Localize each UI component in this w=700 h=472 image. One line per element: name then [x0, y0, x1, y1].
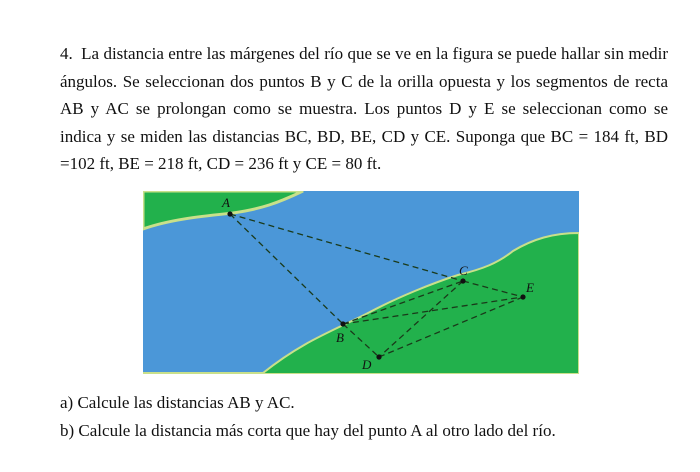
problem-statement [60, 40, 668, 178]
river-figure [143, 191, 579, 374]
point-B [340, 321, 345, 326]
label-A: A [222, 195, 230, 210]
label-E: E [526, 280, 534, 295]
label-D: D [362, 357, 372, 372]
question-a: a) Calcule las distancias AB y AC. [60, 393, 295, 412]
problem-number: 4. [60, 44, 73, 63]
point-D [376, 354, 381, 359]
label-B: B [336, 330, 344, 345]
point-A [227, 211, 232, 216]
question-b: b) Calcule la distancia más corta que hay del punto A al otro lado del río. [60, 421, 556, 440]
problem-text: La distancia entre las márgenes del río que se ve en la figura se puede hallar sin medir ángulos. Se seleccionan dos puntos B y C de la orilla opuesta y los segmentos de recta AB y AC se prolongan como se muestra. Los puntos D y E se seleccionan como se indica y se miden las distancias BC, BD, BE, CD y CE. Suponga que BC = 184 ft, BD =102 ft, BE = 218 ft, CD = 236 ft y CE = 80 ft. [60, 44, 668, 173]
river-diagram [143, 191, 579, 374]
label-C: C [459, 263, 468, 278]
questions [60, 389, 680, 445]
point-C [460, 278, 465, 283]
point-E [520, 294, 525, 299]
